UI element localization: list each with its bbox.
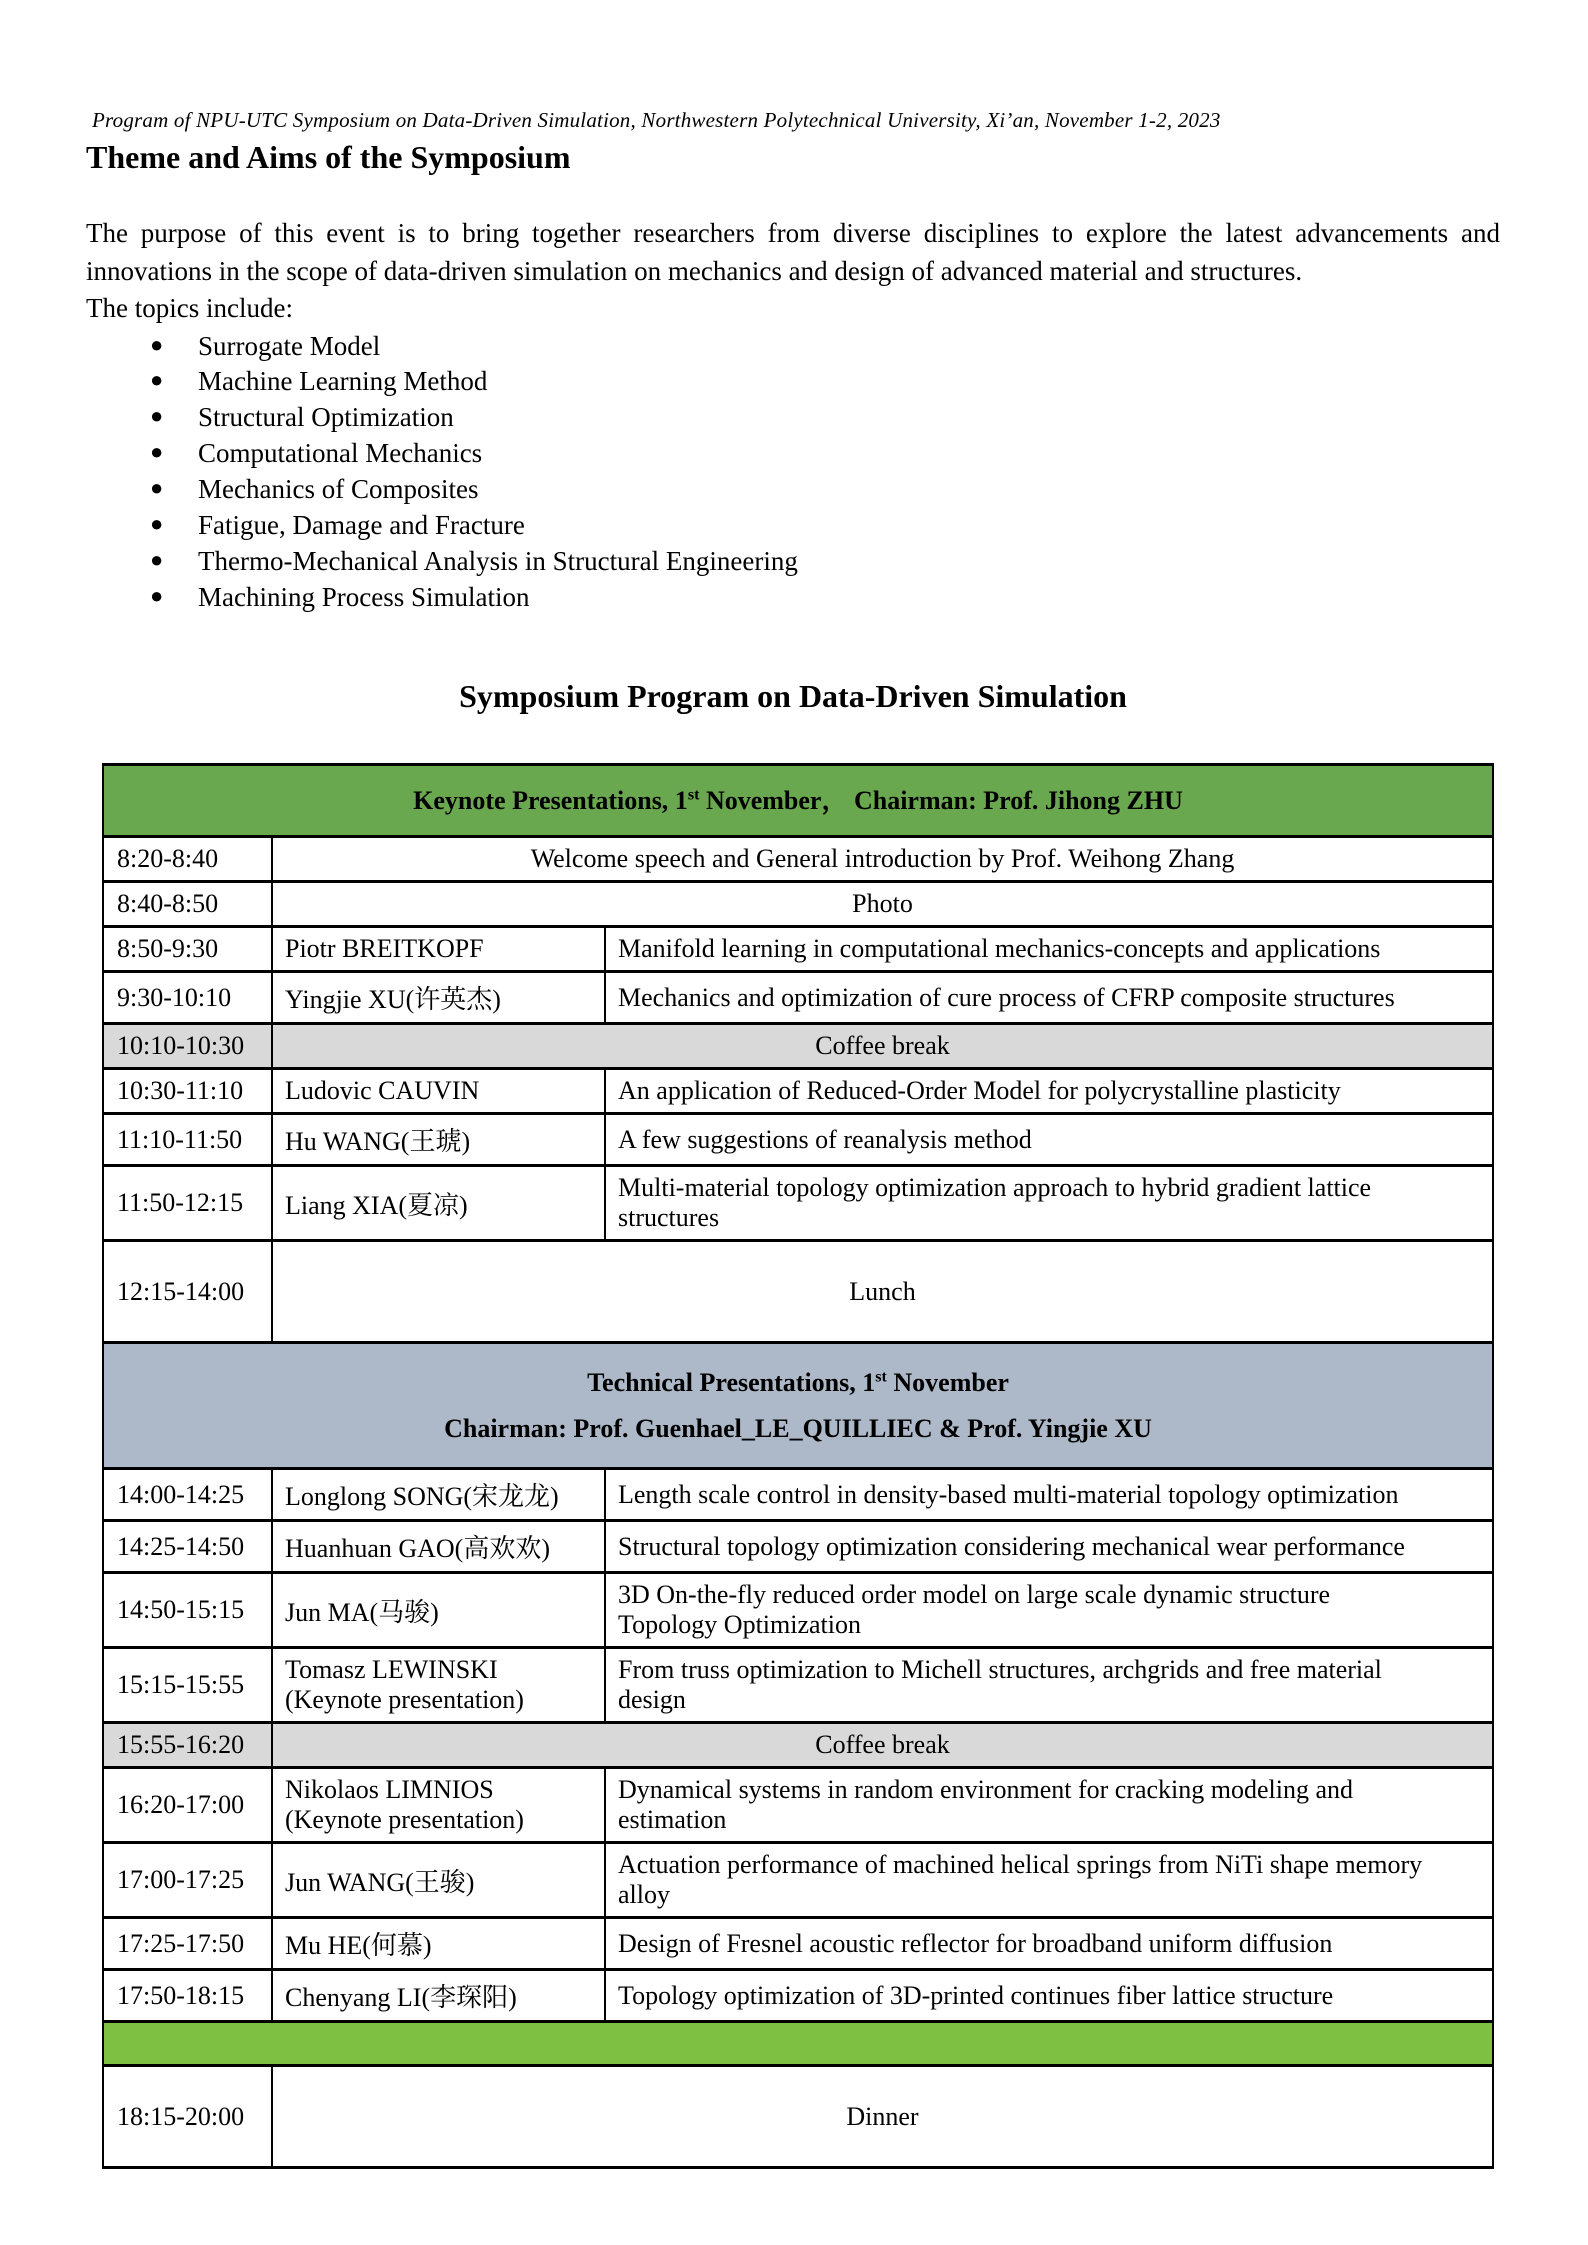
table-row	[103, 1573, 1493, 1648]
speaker-cell: Mu HE(何慕)	[272, 1918, 605, 1970]
spacer-cell	[103, 2022, 1493, 2066]
speaker-cell: Piotr BREITKOPF	[272, 927, 605, 972]
table-row	[103, 1723, 1493, 1768]
topic-label: Thermo-Mechanical Analysis in Structural Engineering	[198, 546, 798, 576]
time-cell: 8:40-8:50	[103, 882, 272, 927]
topics-label: The topics include:	[86, 292, 293, 323]
list-item	[86, 544, 1500, 580]
list-item	[86, 436, 1500, 472]
event-cell: Lunch	[272, 1241, 1493, 1343]
list-item	[86, 400, 1500, 436]
speaker-cell: Longlong SONG(宋龙龙)	[272, 1469, 605, 1521]
table-row	[103, 1024, 1493, 1069]
bullet-icon: ●	[150, 511, 164, 537]
program-title: Symposium Program on Data-Driven Simulation	[459, 677, 1127, 714]
time-cell: 15:15-15:55	[103, 1648, 272, 1723]
time-cell: 14:00-14:25	[103, 1469, 272, 1521]
talk-title-cell: From truss optimization to Michell structures, archgrids and free material design	[605, 1648, 1493, 1723]
table-row	[103, 2066, 1493, 2168]
table-row	[103, 1970, 1493, 2022]
table-row	[103, 1648, 1493, 1723]
time-cell: 14:50-15:15	[103, 1573, 272, 1648]
speaker-cell: Jun WANG(王骏)	[272, 1843, 605, 1918]
time-cell: 18:15-20:00	[103, 2066, 272, 2168]
talk-title-cell: Manifold learning in computational mechanics-concepts and applications	[605, 927, 1493, 972]
list-item	[86, 472, 1500, 508]
topic-label: Mechanics of Composites	[198, 474, 479, 505]
time-cell: 10:30-11:10	[103, 1069, 272, 1114]
program-table-body	[103, 764, 1493, 2168]
talk-title-cell: Structural topology optimization considering mechanical wear performance	[605, 1521, 1493, 1573]
session-header-row	[103, 764, 1493, 837]
session-header-cell	[103, 764, 1493, 837]
table-row	[103, 1918, 1493, 1970]
list-item	[86, 580, 1500, 616]
topic-label: Machine Learning Method	[198, 366, 488, 397]
time-cell: 8:20-8:40	[103, 837, 272, 882]
table-row	[103, 882, 1493, 927]
topic-label: Machining Process Simulation	[198, 581, 530, 612]
speaker-cell: Liang XIA(夏凉)	[272, 1166, 605, 1241]
time-cell: 17:00-17:25	[103, 1843, 272, 1918]
intro-paragraph: The purpose of this event is to bring together researchers from diverse disciplines to explore the latest advancements and innovations in the scope of data-driven simulation on mechanics and design of advanced material and structures.	[86, 218, 1500, 287]
speaker-cell: Hu WANG(王琥)	[272, 1114, 605, 1166]
time-cell: 14:25-14:50	[103, 1521, 272, 1573]
page-title: Theme and Aims of the Symposium	[86, 139, 571, 175]
talk-title-cell: A few suggestions of reanalysis method	[605, 1114, 1493, 1166]
event-cell: Welcome speech and General introduction by Prof. Weihong Zhang	[272, 837, 1493, 882]
talk-title-cell: Design of Fresnel acoustic reflector for broadband uniform diffusion	[605, 1918, 1493, 1970]
running-header: Program of NPU-UTC Symposium on Data-Driven Simulation, Northwestern Polytechnical University, Xi’an, November 1-2, 2023	[92, 108, 1221, 132]
table-row	[103, 1469, 1493, 1521]
bullet-icon: ●	[150, 475, 164, 501]
talk-title-cell: 3D On-the-fly reduced order model on large scale dynamic structure Topology Optimization	[605, 1573, 1493, 1648]
session-header-line: Keynote Presentations, 1st November， Chairman: Prof. Jihong ZHU	[413, 785, 1183, 815]
list-item	[86, 508, 1500, 544]
speaker-cell: Tomasz LEWINSKI (Keynote presentation)	[272, 1648, 605, 1723]
table-row	[103, 972, 1493, 1024]
table-row	[103, 1166, 1493, 1241]
talk-title-cell: Multi-material topology optimization approach to hybrid gradient lattice structures	[605, 1166, 1493, 1241]
topic-label: Structural Optimization	[198, 402, 454, 433]
session-header-line: Chairman: Prof. Guenhael_LE_QUILLIEC & Prof. Yingjie XU	[444, 1413, 1152, 1443]
bullet-icon: ●	[150, 403, 164, 429]
topics-list	[86, 329, 1500, 616]
spacer-row	[103, 2022, 1493, 2066]
talk-title-cell: Dynamical systems in random environment for cracking modeling and estimation	[605, 1768, 1493, 1843]
table-row	[103, 1843, 1493, 1918]
bullet-icon: ●	[150, 331, 164, 357]
topic-label: Surrogate Model	[198, 330, 381, 361]
session-header-cell	[103, 1343, 1493, 1469]
talk-title-cell: Mechanics and optimization of cure process of CFRP composite structures	[605, 972, 1493, 1024]
bullet-icon: ●	[150, 547, 164, 572]
bullet-icon: ●	[150, 582, 164, 608]
time-cell: 12:15-14:00	[103, 1241, 272, 1343]
time-cell: 9:30-10:10	[103, 972, 272, 1024]
session-header-row	[103, 1343, 1493, 1469]
bullet-icon: ●	[150, 367, 164, 393]
table-row	[103, 1114, 1493, 1166]
topic-label: Computational Mechanics	[198, 438, 483, 469]
talk-title-cell: An application of Reduced-Order Model for polycrystalline plasticity	[605, 1069, 1493, 1114]
speaker-cell: Jun MA(马骏)	[272, 1573, 605, 1648]
time-cell: 11:10-11:50	[103, 1114, 272, 1166]
speaker-cell: Ludovic CAUVIN	[272, 1069, 605, 1114]
speaker-cell: Yingjie XU(许英杰)	[272, 972, 605, 1024]
event-cell: Dinner	[272, 2066, 1493, 2168]
topic-label: Fatigue, Damage and Fracture	[198, 510, 525, 541]
time-cell: 8:50-9:30	[103, 927, 272, 972]
time-cell: 10:10-10:30	[103, 1024, 272, 1069]
list-item	[86, 329, 1500, 365]
time-cell: 17:50-18:15	[103, 1970, 272, 2022]
speaker-cell: Chenyang LI(李琛阳)	[272, 1970, 605, 2022]
table-row	[103, 1241, 1493, 1343]
event-cell: Photo	[272, 882, 1493, 927]
speaker-cell: Nikolaos LIMNIOS (Keynote presentation)	[272, 1768, 605, 1843]
table-row	[103, 837, 1493, 882]
event-cell: Coffee break	[272, 1723, 1493, 1768]
time-cell: 11:50-12:15	[103, 1166, 272, 1241]
bullet-icon: ●	[150, 439, 164, 465]
talk-title-cell: Length scale control in density-based multi-material topology optimization	[605, 1469, 1493, 1521]
time-cell: 16:20-17:00	[103, 1768, 272, 1843]
table-row	[103, 927, 1493, 972]
time-cell: 15:55-16:20	[103, 1723, 272, 1768]
list-item	[86, 364, 1500, 400]
session-header-line: Technical Presentations, 1st November	[587, 1368, 1009, 1398]
program-table	[102, 763, 1494, 2170]
table-row	[103, 1069, 1493, 1114]
event-cell: Coffee break	[272, 1024, 1493, 1069]
speaker-cell: Huanhuan GAO(高欢欢)	[272, 1521, 605, 1573]
talk-title-cell: Actuation performance of machined helical springs from NiTi shape memory alloy	[605, 1843, 1493, 1918]
talk-title-cell: Topology optimization of 3D-printed continues fiber lattice structure	[605, 1970, 1493, 2022]
time-cell: 17:25-17:50	[103, 1918, 272, 1970]
table-row	[103, 1768, 1493, 1843]
table-row	[103, 1521, 1493, 1573]
